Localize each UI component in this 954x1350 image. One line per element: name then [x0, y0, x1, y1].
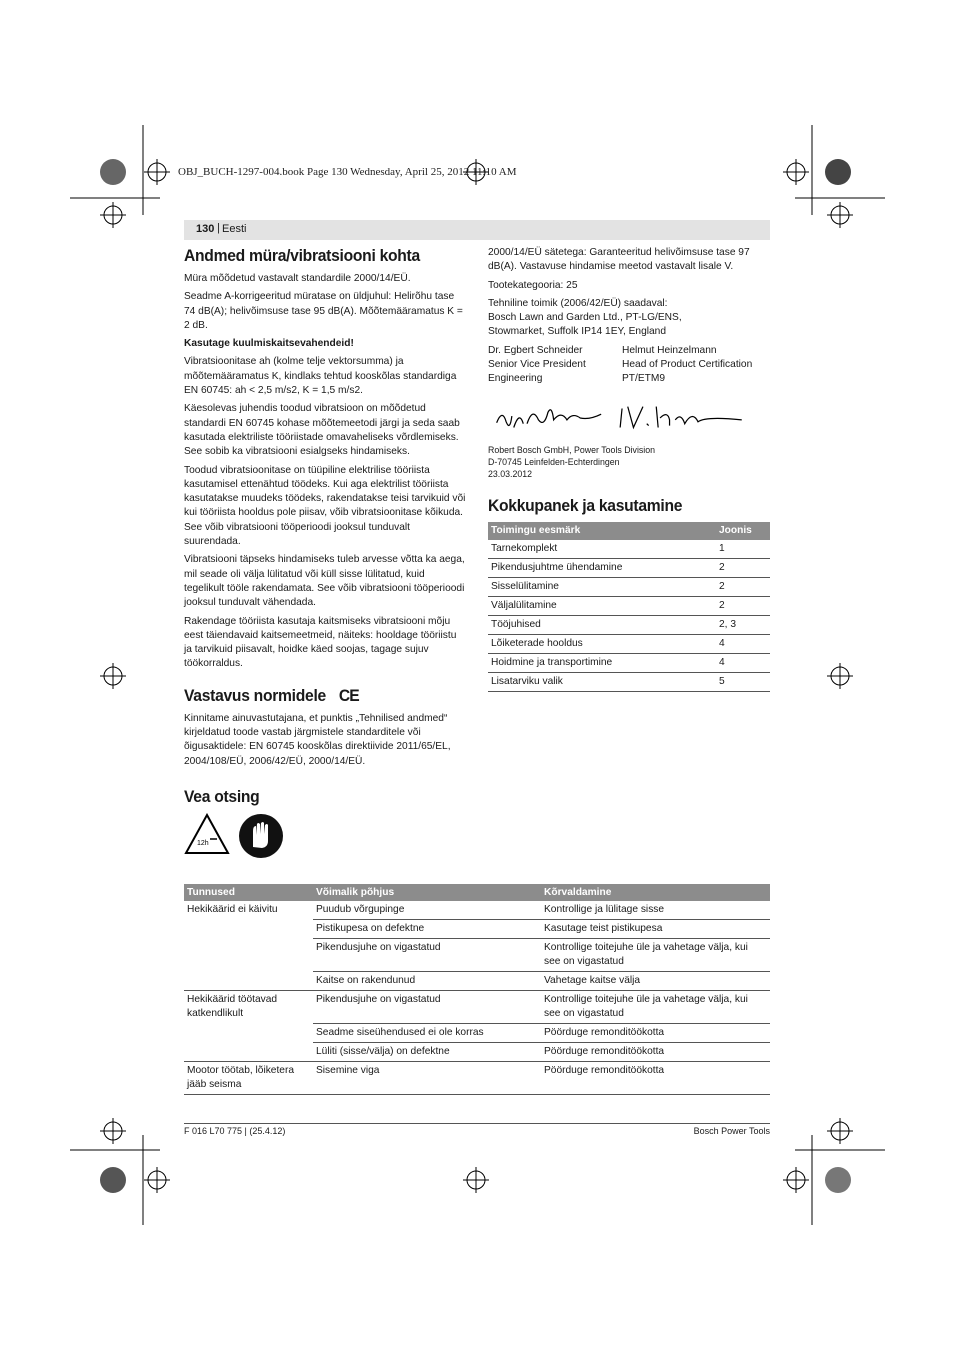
assembly-header-row [488, 522, 770, 540]
assembly-cell: 4 [716, 634, 770, 653]
print-header: OBJ_BUCH-1297-004.book Page 130 Wednesday, April 25, 2012 11:10 AM [178, 166, 517, 178]
cause-cell: Pistikupesa on defektne [313, 920, 541, 939]
table-row [488, 672, 770, 691]
cause-cell: Seadme siseühendused ei ole korras [313, 1024, 541, 1043]
assembly-table [488, 522, 770, 692]
assembly-cell: 5 [716, 672, 770, 691]
remedy-cell: Kontrollige toitejuhe üle ja vahetage välja, kui see on vigastatud [541, 991, 770, 1024]
assembly-col-figure: Joonis [716, 522, 770, 540]
conformity-p4-l3: Stowmarket, Suffolk IP14 1EY, England [488, 326, 667, 338]
noise-p2: Seadme A-korrigeeritud müratase on üldjuhul: Helirõhu tase 74 dB(A); helivõimsuse tase 95 dB(A). Mõõtemääramatus K = 2 dB. [184, 291, 463, 331]
assembly-cell: 2, 3 [716, 615, 770, 634]
signer1 [488, 344, 622, 387]
assembly-cell: Hoidmine ja transportimine [488, 653, 716, 672]
page-separator: | [217, 222, 220, 234]
footer-brand: Bosch Power Tools [693, 1126, 770, 1136]
symptom-cell: Hekikäärid ei käivitu [184, 901, 313, 991]
footer-divider [184, 1123, 770, 1124]
cause-cell: Pikendusjuhe on vigastatud [313, 939, 541, 972]
assembly-cell: Tarnekomplekt [488, 540, 716, 559]
remedy-cell: Kontrollige ja lülitage sisse [541, 901, 770, 920]
troubleshooting-table [184, 884, 770, 1095]
signer2 [622, 344, 752, 387]
remedy-cell: Pöörduge remonditöökotta [541, 1024, 770, 1043]
remedy-cell: Vahetage kaitse välja [541, 972, 770, 991]
conformity-p2: 2000/14/EÜ sätetega: Garanteeritud helivõimsuse tase 97 dB(A). Vastavuse hindamise meetod vastavalt lisale V. [488, 247, 750, 273]
declaration-date: 23.03.2012 [488, 468, 533, 479]
noise-p4: Vibratsioonitase ah (kolme telje vektorsumma) ja mõõtemääramatus K, kindlaks tehtud kooskõlas standardiga EN 60745: ah < 2,5 m/s2, K = 1,5 m/s2. [184, 356, 457, 397]
conformity-p4-l1: Tehniline toimik (2006/42/EÜ) saadaval: [488, 297, 668, 309]
page-number: 130 [196, 223, 215, 235]
assembly-cell: Sisselülitamine [488, 577, 716, 596]
table-row [488, 577, 770, 596]
assembly-cell: 1 [716, 540, 770, 559]
noise-p6: Toodud vibratsioonitase on tüüpiline elektrilise tööriista kasutamisel ettenähtud töödeks. Kui aga elektrilist tööriista kasutatakse muudeks töödeks, rakendatakse teisi tarvikuid või kui tööriista hooldus pole piisav, võib vibratsioonitase kõikuda. See võib vibratsiooni tööperioodi jooksul tunduvalt suurendada. [184, 464, 466, 548]
troubleshooting-header-row [184, 884, 770, 901]
left-column [184, 246, 467, 859]
noise-p1: Müra mõõdetud vastavalt standardile 2000/14/EÜ. [184, 273, 411, 284]
col-remedy: Kõrvaldamine [541, 884, 770, 901]
table-row [488, 596, 770, 615]
footer-doc-number: F 016 L70 775 | (25.4.12) [184, 1126, 286, 1136]
table-row [488, 540, 770, 559]
assembly-cell: Tööjuhised [488, 615, 716, 634]
unplug-warning-icon [184, 813, 230, 855]
troubleshooting-heading: Vea otsing [184, 786, 260, 806]
signers [488, 344, 770, 391]
remedy-cell: Kasutage teist pistikupesa [541, 920, 770, 939]
page-header-bar [184, 220, 770, 240]
noise-p7: Vibratsiooni täpseks hindamiseks tuleb arvesse võtta ka aega, mil seade oli välja lülitatud või küll sisse lülitatud, kuid tegelikult tööle rakendamata. See võib vibratsiooni tööperioodi jooksul tunduvalt vähendada. [184, 554, 465, 609]
assembly-cell: 2 [716, 577, 770, 596]
cause-cell: Kaitse on rakendunud [313, 972, 541, 991]
assembly-heading: Kokkupanek ja kasutamine [488, 495, 683, 515]
assembly-cell: Pikendusjuhtme ühendamine [488, 558, 716, 577]
table-row [488, 558, 770, 577]
signer1-title1: Senior Vice President [488, 359, 586, 371]
cause-cell: Sisemine viga [313, 1062, 541, 1095]
conformity-p1: Kinnitame ainuvastutajana, et punktis „Tehnilised andmed“ kirjeldatud toode vastab järgmistele standarditele või õigusaktidele: EN 60745 kooskõlas direktiivide 2011/65/EL, 2004/108/EÜ, 2006/42/EÜ, 2000/14/EÜ. [184, 712, 451, 767]
cause-cell: Pikendusjuhe on vigastatud [313, 991, 541, 1024]
assembly-cell: 4 [716, 653, 770, 672]
signatures-image [488, 399, 758, 437]
assembly-cell: Lõiketerade hooldus [488, 634, 716, 653]
col-symptom: Tunnused [184, 884, 313, 901]
assembly-cell: Väljalülitamine [488, 596, 716, 615]
conformity-heading-text: Vastavus normidele [184, 685, 326, 705]
safety-icons [184, 813, 467, 859]
table-row [488, 615, 770, 634]
right-column [488, 246, 770, 692]
table-row [488, 653, 770, 672]
table-row [184, 991, 770, 1024]
cause-cell: Puudub võrgupinge [313, 901, 541, 920]
table-row [184, 901, 770, 920]
noise-p5: Käesolevas juhendis toodud vibratsioon on mõõdetud standardi EN 60745 kohase mõõtemeetodi järgi ja seda saab kasutada elektriliste tööriistade omavaheliseks võrdlemiseks. See sobib ka vibratsiooni esialgseks hindamiseks. [184, 403, 460, 458]
signer1-name: Dr. Egbert Schneider [488, 344, 583, 356]
company-l1: Robert Bosch GmbH, Power Tools Division [488, 444, 656, 455]
cause-cell: Lüliti (sisse/välja) on defektne [313, 1043, 541, 1062]
assembly-cell: 2 [716, 558, 770, 577]
remedy-cell: Pöörduge remonditöökotta [541, 1043, 770, 1062]
ce-mark-icon: CE [338, 685, 359, 705]
assembly-col-goal: Toimingu eesmärk [488, 522, 716, 540]
table-row [184, 1062, 770, 1095]
signer2-title1: Head of Product Certification [622, 359, 753, 371]
page-language: Eesti [222, 223, 247, 235]
symptom-cell: Mootor töötab, lõiketera jääb seisma [184, 1062, 313, 1095]
assembly-cell: Lisatarviku valik [488, 672, 716, 691]
unplug-warning-text: 12h [197, 839, 209, 847]
noise-warning: Kasutage kuulmiskaitsevahendeid! [184, 338, 354, 350]
signer1-title2: Engineering [488, 373, 543, 385]
conformity-p3: Tootekategooria: 25 [488, 279, 578, 291]
col-cause: Võimalik põhjus [313, 884, 541, 901]
signer2-name: Helmut Heinzelmann [622, 344, 717, 356]
company-l2: D-70745 Leinfelden-Echterdingen [488, 456, 620, 467]
gloves-icon [238, 813, 284, 859]
remedy-cell: Pöörduge remonditöökotta [541, 1062, 770, 1095]
remedy-cell: Kontrollige toitejuhe üle ja vahetage välja, kui see on vigastatud [541, 939, 770, 972]
symptom-cell: Hekikäärid töötavad katkendlikult [184, 991, 313, 1062]
assembly-cell: 2 [716, 596, 770, 615]
conformity-p4 [488, 297, 770, 340]
signer2-title2: PT/ETM9 [622, 373, 666, 385]
conformity-p4-l2: Bosch Lawn and Garden Ltd., PT-LG/ENS, [488, 312, 682, 324]
conformity-heading [184, 686, 444, 706]
noise-heading: Andmed müra/vibratsiooni kohta [184, 246, 420, 265]
noise-p8: Rakendage tööriista kasutaja kaitsmiseks vibratsiooni mõju eest täiendavaid kaitsemeetmeid, näiteks: hooldage tööriistu ja tarvikuid piisavalt, hoidke käed soojas, tagage sujuv töökorraldus. [184, 615, 457, 670]
table-row [488, 634, 770, 653]
